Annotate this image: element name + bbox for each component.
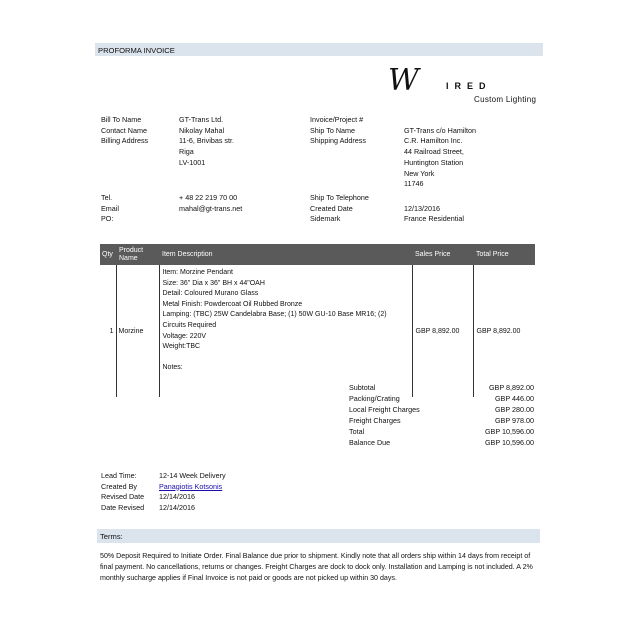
- shipping-address-line: 44 Railroad Street,: [404, 147, 464, 157]
- ship-telephone-value: [404, 193, 464, 204]
- sidemark-value: France Residential: [404, 214, 464, 224]
- freight-label: Freight Charges: [349, 415, 401, 425]
- revised-date-label: Revised Date: [101, 492, 145, 502]
- description-line: Size: 36" Dia x 36" BH x 44"OAH: [162, 279, 265, 287]
- ship-telephone-label: Ship To Telephone: [310, 193, 369, 202]
- po-label: PO:: [101, 214, 114, 224]
- bill-to-name-label: Bill To Name: [101, 115, 142, 124]
- col-description: Item Description: [159, 244, 412, 265]
- document-title: PROFORMA INVOICE: [98, 46, 175, 55]
- ship-info-values: [404, 193, 464, 225]
- terms-title: Terms:: [100, 532, 123, 541]
- contact-values: [179, 193, 242, 225]
- contact-name-label: Contact Name: [101, 125, 147, 135]
- tel-label: Tel.: [101, 193, 113, 202]
- total-value: GBP 10,596.00: [484, 426, 534, 436]
- project-values: [404, 115, 476, 190]
- shipping-address-line: 11746: [404, 179, 424, 189]
- row-total-price: GBP 8,892.00: [473, 265, 535, 397]
- date-revised-label: Date Revised: [101, 503, 145, 513]
- bill-to-labels: [101, 115, 148, 147]
- freight-value: GBP 978.00: [494, 415, 534, 425]
- bill-to-name-value: GT-Trans Ltd.: [179, 115, 224, 124]
- table-header-row: [100, 244, 535, 265]
- terms-text: 50% Deposit Required to Initiate Order. Final Balance due prior to shipment. Kindly note that all orders ship within 14 days from receipt of final payment. No cancellations, returns or changes. Freight Charges are dock to dock only. Installation and Lamping is not included. A 2% monthly sucharge applies if Final Invoice is not paid or goods are not picked up within 30 days.: [100, 552, 533, 582]
- packing-label: Packing/Crating: [349, 393, 400, 403]
- row-qty: 1: [109, 327, 114, 335]
- description-line: Lamping: (TBC) 25W Candelabra Base; (1) 50W GU-10 Base MR16; (2): [162, 311, 387, 319]
- bill-to-values: [179, 115, 234, 169]
- ship-to-name-label: Ship To Name: [310, 125, 356, 135]
- billing-address-line: LV-1001: [179, 157, 206, 167]
- shipping-address-line: Huntington Station: [404, 157, 464, 167]
- invoice-project-value: [404, 115, 476, 126]
- meta-values: [159, 471, 226, 514]
- local-freight-value: GBP 280.00: [494, 404, 534, 414]
- local-freight-label: Local Freight Charges: [349, 404, 420, 414]
- shipping-address-line: New York: [404, 168, 435, 178]
- billing-address-line: 11-6, Brivibas str.: [179, 136, 234, 146]
- ship-info-labels: [310, 193, 369, 225]
- logo-script-letter: W: [388, 63, 418, 98]
- billing-address-label: Billing Address: [101, 136, 149, 146]
- billing-address-line: Riga: [179, 147, 194, 157]
- packing-value: GBP 446.00: [494, 393, 534, 403]
- row-description: [159, 265, 412, 397]
- table-row: [100, 265, 535, 397]
- col-product-name-label: Product Name: [119, 246, 144, 262]
- shipping-address-label: Shipping Address: [310, 136, 366, 146]
- tel-value: + 48 22 219 70 00: [179, 193, 238, 202]
- date-revised-value: 12/14/2016: [159, 503, 195, 513]
- col-sales-price: Sales Price: [412, 244, 473, 265]
- row-sales-price: GBP 8,892.00: [412, 265, 473, 397]
- created-date-value: 12/13/2016: [404, 203, 440, 213]
- col-total-price: Total Price: [473, 244, 535, 265]
- project-labels: [310, 115, 366, 147]
- title-bar: [95, 43, 543, 56]
- description-line: Metal Finish: Powdercoat Oil Rubbed Bronze: [162, 300, 303, 308]
- description-line: Voltage: 220V: [162, 332, 207, 340]
- logo-tagline: Custom Lighting: [474, 95, 537, 104]
- revised-date-value: 12/14/2016: [159, 492, 195, 502]
- description-line: Detail: Coloured Murano Glass: [162, 290, 259, 298]
- ship-to-name-value: GT-Trans c/o Hamilton: [404, 125, 477, 135]
- created-by-link[interactable]: Panagiotis Kotsonis: [159, 481, 223, 491]
- totals-labels: [349, 383, 420, 448]
- row-product-name: Morzine: [116, 265, 159, 397]
- description-line: Item: Morzine Pendant: [162, 269, 233, 276]
- description-line: Circuits Required: [162, 321, 217, 329]
- contact-name-value: Nikolay Mahal: [179, 125, 225, 135]
- subtotal-label: Subtotal: [349, 383, 376, 392]
- description-line: [163, 353, 409, 364]
- meta-labels: [101, 471, 144, 514]
- lead-time-value: 12-14 Week Delivery: [159, 471, 226, 480]
- wired-logo: [388, 63, 540, 107]
- total-label: Total: [349, 426, 365, 436]
- lead-time-label: Lead Time:: [101, 471, 137, 480]
- contact-labels: [101, 193, 119, 225]
- balance-due-value: GBP 10,596.00: [484, 437, 534, 447]
- balance-due-label: Balance Due: [349, 437, 391, 447]
- terms-bar: [97, 529, 540, 543]
- created-date-label: Created Date: [310, 203, 353, 213]
- shipping-address-line: C.R. Hamilton Inc.: [404, 136, 463, 146]
- description-line: Weight:TBC: [162, 343, 201, 351]
- sidemark-label: Sidemark: [310, 214, 341, 224]
- description-line: Notes:: [162, 364, 183, 372]
- col-qty: Qty: [100, 244, 116, 265]
- subtotal-value: GBP 8,892.00: [488, 383, 534, 392]
- logo-brand: IRED: [446, 81, 492, 91]
- created-by-label: Created By: [101, 481, 137, 491]
- col-product-name: [116, 244, 159, 265]
- email-label: Email: [101, 203, 119, 213]
- invoice-project-label: Invoice/Project #: [310, 115, 364, 124]
- totals-values: [460, 383, 534, 448]
- email-value: mahal@gt-trans.net: [179, 203, 243, 213]
- po-value: [179, 214, 242, 225]
- items-table: [100, 244, 535, 397]
